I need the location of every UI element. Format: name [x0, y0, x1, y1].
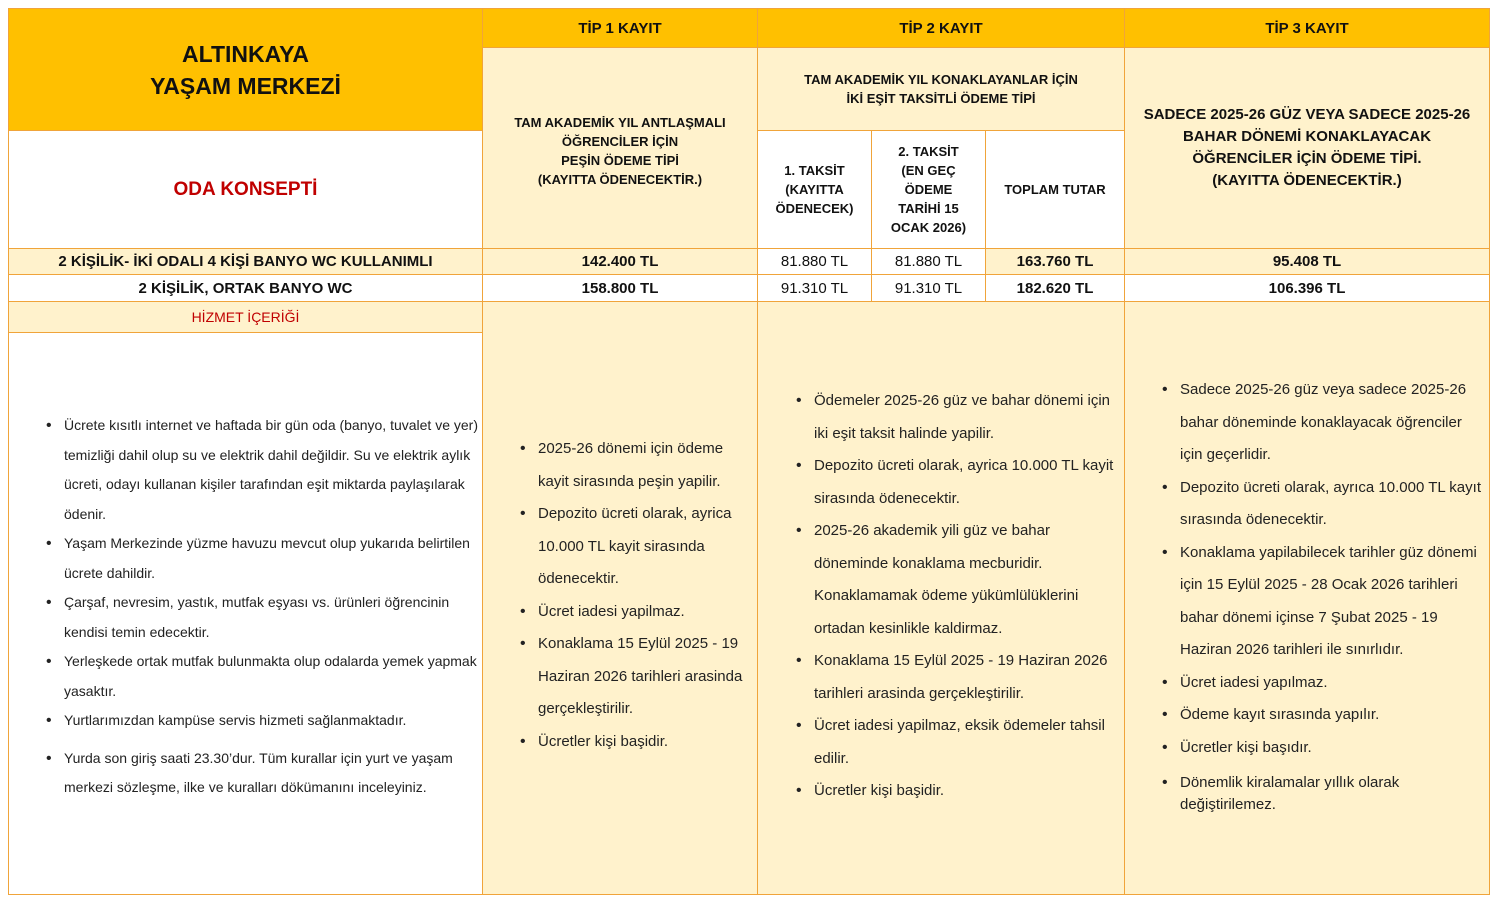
list-item — [1180, 472, 1484, 537]
price: 182.620 TL — [1016, 279, 1094, 297]
list-item-text: Ücret iadesi yapilmaz, eksik ödemeler tahsil edilir. — [814, 717, 1105, 767]
list-item-text: Ücretler kişi başıdır. — [1180, 738, 1312, 756]
list-item — [1180, 732, 1484, 765]
list-item — [814, 385, 1122, 450]
list-item-text: Yerleşkede ortak mutfak bulunmakta olup odalarda yemek yapmak yasaktır. — [64, 653, 477, 699]
hizmet-header — [8, 301, 483, 333]
taksit2-line: ÖDEME — [904, 182, 953, 197]
list-item-text: Yurda son giriş saati 23.30’dur. Tüm kurallar için yurt ve yaşam merkezi sözleşme, ilke ve kuralları dökümanını inceleyiniz. — [64, 749, 453, 795]
hizmet-list — [42, 411, 478, 803]
tip3-description — [1124, 47, 1490, 249]
tip3-header — [1124, 8, 1490, 48]
table-cell-tip3 — [1124, 248, 1490, 275]
list-item-text: Çarşaf, nevresim, yastık, mutfak eşyası vs. ürünleri öğrencinin kendisi temin edecektir. — [64, 594, 450, 640]
list-item-text: Ödemeler 2025-26 güz ve bahar dönemi için iki eşit taksit halinde yapilir. — [814, 392, 1111, 442]
title-cell — [8, 8, 483, 131]
tip3-desc-line: ÖĞRENCİLER İÇİN ÖDEME TİPİ. — [1192, 150, 1422, 167]
list-item-text: 2025-26 dönemi için ödeme kayit sirasında peşin yapilir. — [538, 440, 724, 490]
list-item — [814, 450, 1122, 515]
price: 163.760 TL — [1016, 253, 1094, 270]
tip2-label: TİP 2 KAYIT — [899, 19, 983, 37]
price: 95.408 TL — [1272, 253, 1342, 270]
list-item — [814, 775, 1122, 808]
list-item — [1180, 699, 1484, 732]
list-item-text: Konaklama 15 Eylül 2025 - 19 Haziran 2026 tarihleri arasinda gerçekleştirilir. — [814, 652, 1108, 702]
list-item-text: Ücret iadesi yapilmaz. — [538, 602, 685, 620]
room-name: 2 KİŞİLİK- İKİ ODALI 4 KİŞİ BANYO WC KULLANIMLI — [58, 253, 433, 270]
price: 91.310 TL — [780, 279, 849, 297]
list-item-text: Ödeme kayıt sırasında yapılır. — [1180, 706, 1380, 723]
oda-konsepti-label: ODA KONSEPTİ — [173, 178, 318, 200]
tip1-description — [482, 47, 758, 249]
list-item — [64, 529, 478, 588]
list-item-text: Depozito ücreti olarak, ayrıca 10.000 TL kayıt sırasında ödenecektir. — [1180, 478, 1481, 528]
hizmet-list-wrap — [42, 411, 478, 803]
list-item-text: Yaşam Merkezinde yüzme havuzu mevcut olup yukarıda belirtilen ücrete dahildir. — [64, 535, 470, 581]
taksit2-line: 2. TAKSİT — [898, 144, 959, 159]
list-item — [1180, 667, 1484, 700]
list-item — [538, 726, 752, 759]
hizmet-title: HİZMET İÇERİĞİ — [191, 309, 300, 325]
taksit2-line: TARİHİ 15 — [898, 201, 959, 216]
list-item — [538, 628, 752, 726]
list-item-text: 2025-26 akademik yili güz ve bahar döneminde konaklama mecburidir. Konaklamamak ödeme yükümlülüklerini ortadan kesinlikle kaldirmaz. — [814, 522, 1079, 637]
price: 142.400 TL — [581, 253, 659, 270]
list-item-text: Ücret iadesi yapılmaz. — [1180, 673, 1328, 691]
list-item — [538, 596, 752, 629]
list-item-text: Depozito ücreti olarak, ayrica 10.000 TL kayit sirasında ödenecektir. — [814, 457, 1114, 507]
tip3-label: TİP 3 KAYIT — [1265, 19, 1349, 37]
list-item — [1180, 374, 1484, 472]
taksit1-line: (KAYITTA — [785, 182, 844, 197]
table-cell-tip3 — [1124, 274, 1490, 302]
table-cell-taksit1 — [757, 248, 872, 275]
tip3-desc-line: SADECE 2025-26 GÜZ VEYA SADECE 2025-26 — [1143, 106, 1471, 123]
tip3-notes — [1158, 374, 1484, 816]
oda-konsepti-cell — [8, 130, 483, 249]
table-cell-tip1 — [482, 248, 758, 275]
price: 106.396 TL — [1268, 279, 1346, 297]
list-item-text: Konaklama 15 Eylül 2025 - 19 Haziran 2026 tarihleri arasinda gerçekleştirilir. — [538, 635, 743, 717]
title-line2: YAŞAM MERKEZİ — [150, 72, 341, 99]
price: 81.880 TL — [780, 253, 849, 270]
list-item — [814, 515, 1122, 645]
toplam-label: TOPLAM TUTAR — [1004, 182, 1106, 197]
taksit2-line: (EN GEÇ — [901, 163, 956, 178]
list-item — [538, 433, 752, 498]
list-item-text: Yurtlarımızdan kampüse servis hizmeti sağlanmaktadır. — [64, 712, 407, 728]
list-item-text: Konaklama yapilabilecek tarihler güz dönemi için 15 Eylül 2025 - 28 Ocak 2026 tarihleri bahar dönemi içinse 7 Şubat 2025 - 19 Haziran 2026 tarihleri ile sınırlıdır. — [1180, 543, 1477, 658]
tip2-desc-line: İKİ EŞİT TAKSİTLİ ÖDEME TİPİ — [846, 91, 1036, 106]
list-item — [64, 647, 478, 706]
title-line1: ALTINKAYA — [182, 40, 309, 67]
room-name: 2 KİŞİLİK, ORTAK BANYO WC — [138, 279, 353, 297]
price: 91.310 TL — [894, 279, 963, 297]
tip2-taksit2-header — [871, 130, 986, 249]
tip2-notes — [792, 385, 1122, 808]
taksit1-line: 1. TAKSİT — [784, 163, 845, 178]
table-cell-taksit1 — [757, 274, 872, 302]
list-item — [1180, 537, 1484, 667]
list-item — [814, 645, 1122, 710]
list-item-text: Depozito ücreti olarak, ayrica 10.000 TL kayit sirasında ödenecektir. — [538, 505, 732, 587]
tip2-taksit1-header — [757, 130, 872, 249]
tip2-desc-line: TAM AKADEMİK YIL KONAKLAYANLAR İÇİN — [804, 72, 1078, 87]
taksit2-line: OCAK 2026) — [890, 220, 967, 235]
list-item — [814, 710, 1122, 775]
tip3-desc-line: BAHAR DÖNEMİ KONAKLAYACAK — [1182, 128, 1432, 145]
list-item — [64, 411, 478, 529]
table-cell-taksit2 — [871, 248, 986, 275]
list-item — [64, 706, 478, 736]
tip1-label: TİP 1 KAYIT — [578, 19, 662, 37]
tip1-header — [482, 8, 758, 48]
tip2-description — [757, 47, 1125, 131]
tip1-notes — [516, 433, 752, 758]
list-item — [1180, 772, 1484, 816]
list-item — [538, 498, 752, 596]
tip2-header — [757, 8, 1125, 48]
tip2-notes-list — [792, 385, 1122, 808]
table-row-room — [8, 248, 483, 275]
tip3-notes-list — [1158, 374, 1484, 816]
price: 158.800 TL — [581, 279, 659, 297]
tip1-desc-line: TAM AKADEMİK YIL ANTLAŞMALI — [514, 115, 726, 130]
list-item-text: Ücretler kişi başidir. — [814, 782, 945, 799]
table-cell-toplam — [985, 274, 1125, 302]
table-cell-taksit2 — [871, 274, 986, 302]
list-item-text: Ücretler kişi başidir. — [538, 732, 669, 750]
list-item-text: Sadece 2025-26 güz veya sadece 2025-26 bahar döneminde konaklayacak öğrenciler için geçerlidir. — [1180, 381, 1467, 463]
tip2-toplam-header — [985, 130, 1125, 249]
list-item — [64, 744, 478, 803]
tip1-notes-list — [516, 433, 752, 758]
price: 81.880 TL — [894, 253, 963, 270]
list-item-text: Dönemlik kiralamalar yıllık olarak değiştirilemez. — [1180, 774, 1400, 813]
table-cell-toplam — [985, 248, 1125, 275]
tip1-desc-line: (KAYITTA ÖDENECEKTİR.) — [537, 172, 703, 187]
tip3-desc-line: (KAYITTA ÖDENECEKTİR.) — [1212, 172, 1402, 189]
list-item-text: Ücrete kısıtlı internet ve haftada bir gün oda (banyo, tuvalet ve yer) temizliği dahil olup su ve elektrik dahil değildir. Su ve elektrik aylık ücreti, odayı kullanan kişiler tarafından eşit miktarda paylaşılarak ödenir. — [64, 417, 478, 522]
tip1-desc-line: PEŞİN ÖDEME TİPİ — [561, 153, 679, 168]
taksit1-line: ÖDENECEK) — [775, 201, 854, 216]
table-row-room — [8, 274, 483, 302]
list-item — [64, 588, 478, 647]
tip1-desc-line: ÖĞRENCİLER İÇİN — [561, 134, 679, 149]
table-cell-tip1 — [482, 274, 758, 302]
